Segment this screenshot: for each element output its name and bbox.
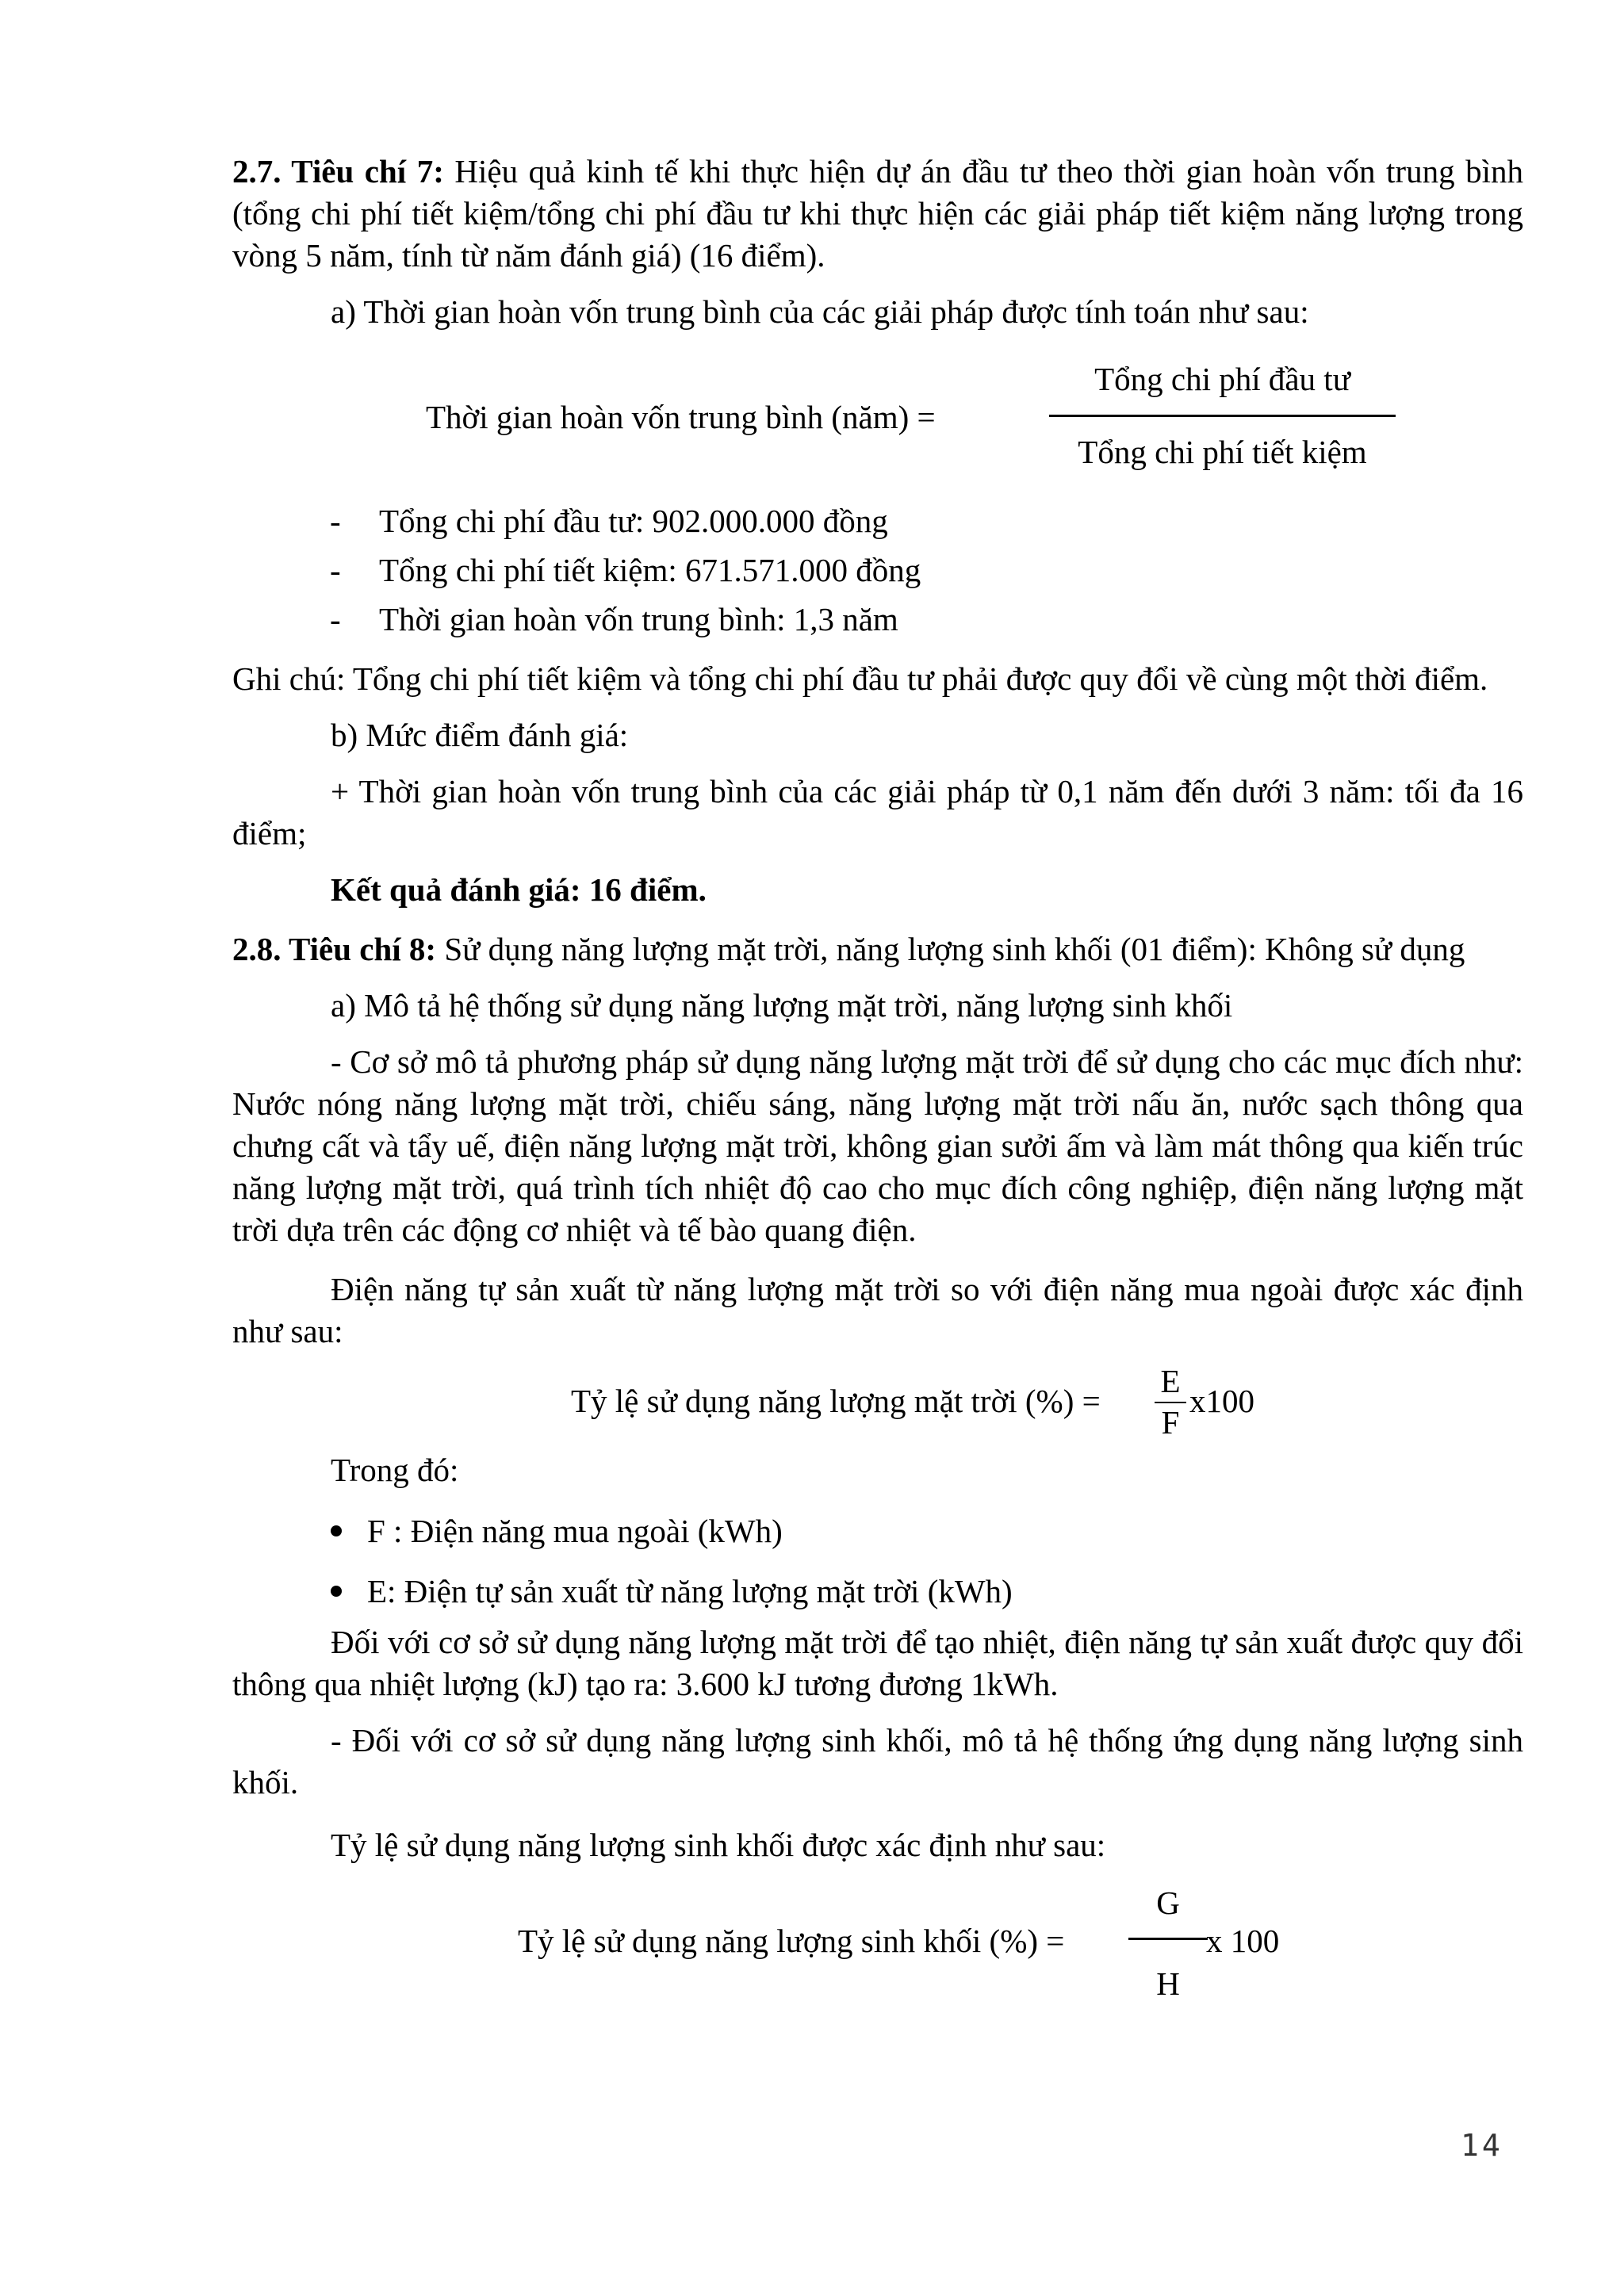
payback-fraction-bar: [1049, 415, 1396, 417]
sec28-intro: [232, 928, 1523, 970]
biomass-fraction-bar: [1128, 1938, 1208, 1940]
list-item: [330, 545, 1523, 595]
biomass-formula-denominator: H: [1156, 1965, 1180, 2002]
variable-f-definition: F : Điện năng mua ngoài (kWh): [367, 1513, 783, 1549]
sec27-note: Ghi chú: Tổng chi phí tiết kiệm và tổng chi phí đầu tư phải được quy đổi về cùng một thời điểm.: [232, 660, 1488, 697]
dash-marker: -: [330, 552, 341, 588]
variable-definitions: [232, 1501, 1523, 1621]
sec28-item-a: a) Mô tả hệ thống sử dụng năng lượng mặt trời, năng lượng sinh khối: [331, 987, 1233, 1024]
bullet-icon: [331, 1586, 342, 1597]
payback-time: Thời gian hoàn vốn trung bình: 1,3 năm: [379, 601, 898, 637]
biomass-formula-numerator: G: [1156, 1885, 1180, 1921]
variable-e-definition: E: Điện tự sản xuất từ năng lượng mặt trời (kWh): [367, 1573, 1013, 1609]
dash-marker: -: [330, 601, 341, 637]
biomass-formula-lhs: Tỷ lệ sử dụng năng lượng sinh khối (%) =: [518, 1923, 1065, 1959]
sec28-para4: - Đối với cơ sở sử dụng năng lượng sinh khối, mô tả hệ thống ứng dụng năng lượng sinh khối.: [232, 1722, 1523, 1800]
document-page: [232, 151, 1523, 2009]
bullet-icon: [331, 1525, 342, 1536]
list-item: [330, 496, 1523, 545]
sec28-text: Sử dụng năng lượng mặt trời, năng lượng sinh khối (01 điểm): Không sử dụng: [436, 931, 1465, 967]
sec27-item-a: a) Thời gian hoàn vốn trung bình của các giải pháp được tính toán như sau:: [331, 293, 1309, 330]
biomass-ratio-formula: [232, 1874, 1523, 2009]
savings-cost: Tổng chi phí tiết kiệm: 671.571.000 đồng: [379, 552, 921, 588]
list-item: [331, 1501, 1523, 1561]
biomass-formula-multiplier: x 100: [1206, 1923, 1280, 1959]
solar-formula-numerator: E: [1160, 1363, 1181, 1399]
sec28-para5: Tỷ lệ sử dụng năng lượng sinh khối được xác định như sau:: [331, 1827, 1106, 1863]
payback-formula: [232, 347, 1523, 490]
list-item: [330, 595, 1523, 644]
investment-cost: Tổng chi phí đầu tư: 902.000.000 đồng: [379, 503, 888, 539]
dash-marker: -: [330, 503, 341, 539]
solar-formula-multiplier: x100: [1189, 1383, 1254, 1419]
investment-summary-list: [232, 496, 1523, 644]
list-item: [331, 1561, 1523, 1621]
sec27-heading: 2.7. Tiêu chí 7:: [232, 153, 444, 189]
solar-ratio-formula: [232, 1359, 1523, 1446]
payback-formula-denominator: Tổng chi phí tiết kiệm: [1078, 434, 1367, 470]
sec27-item-b: b) Mức điểm đánh giá:: [331, 717, 629, 753]
page-number: 14: [1461, 2128, 1503, 2163]
sec27-text: Hiệu quả kinh tế khi thực hiện dự án đầu tư theo thời gian hoàn vốn trung bình (tổng chi phí tiết kiệm/tổng chi phí đầu tư khi thực hiện các giải pháp tiết kiệm năng lượng trong vòng 5 năm, tính từ năm đánh giá) (16 điểm).: [232, 153, 1523, 274]
sec28-where: Trong đó:: [331, 1452, 459, 1488]
sec27-criterion: + Thời gian hoàn vốn trung bình của các giải pháp từ 0,1 năm đến dưới 3 năm: tối đa 16 điểm;: [232, 773, 1523, 851]
solar-formula-denominator: F: [1161, 1404, 1180, 1441]
payback-formula-numerator: Tổng chi phí đầu tư: [1094, 361, 1350, 397]
sec27-intro: [232, 151, 1523, 277]
sec27-result-text: Kết quả đánh giá: 16 điểm.: [331, 871, 707, 908]
sec28-para1: - Cơ sở mô tả phương pháp sử dụng năng lượng mặt trời để sử dụng cho các mục đích như: Nước nóng năng lượng mặt trời, chiếu sáng, năng lượng mặt trời nấu ăn, nước sạch thông qua chưng cất và tẩy uế, điện năng lượng mặt trời, không gian sưởi ấm và làm mát thông qua kiến trúc năng lượng mặt trời, quá trình tích nhiệt độ cao cho mục đích công nghiệp, điện năng lượng mặt trời dựa trên các động cơ nhiệt và tế bào quang điện.: [232, 1043, 1523, 1248]
payback-formula-lhs: Thời gian hoàn vốn trung bình (năm) =: [426, 399, 936, 435]
sec28-para3: Đối với cơ sở sử dụng năng lượng mặt trời để tạo nhiệt, điện năng tự sản xuất được quy đổi thông qua nhiệt lượng (kJ) tạo ra: 3.600 kJ tương đương 1kWh.: [232, 1624, 1523, 1702]
sec28-heading: 2.8. Tiêu chí 8:: [232, 931, 437, 967]
solar-formula-lhs: Tỷ lệ sử dụng năng lượng mặt trời (%) =: [571, 1383, 1101, 1419]
sec27-result: [232, 869, 1523, 911]
sec28-para2: Điện năng tự sản xuất từ năng lượng mặt trời so với điện năng mua ngoài được xác định như sau:: [232, 1271, 1523, 1349]
